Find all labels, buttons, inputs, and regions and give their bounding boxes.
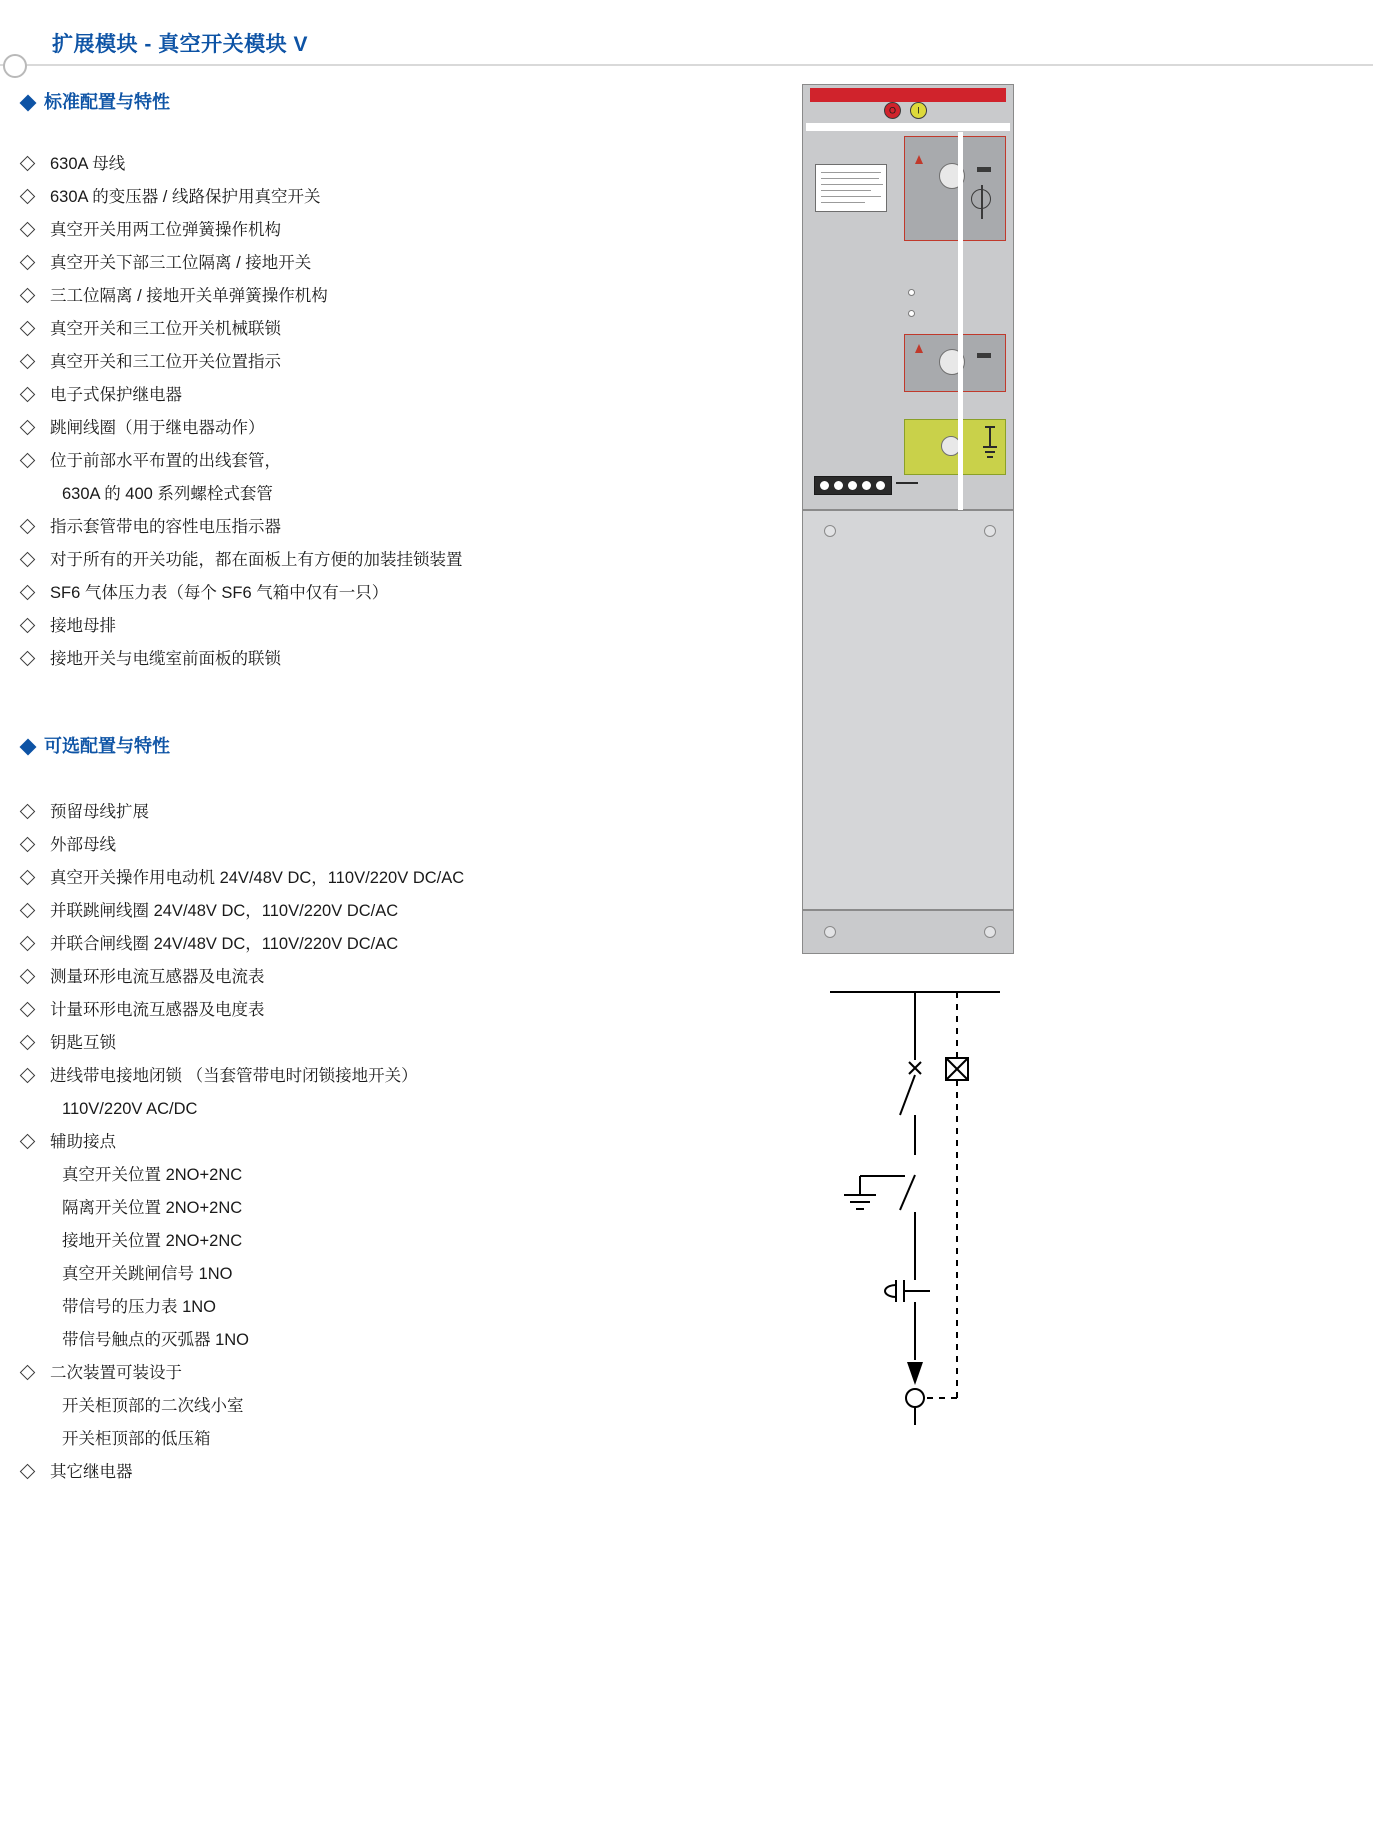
list-item — [22, 214, 722, 247]
list-item — [22, 796, 722, 829]
base-bolt-icon — [824, 926, 836, 938]
list-item-continuation — [22, 1423, 722, 1456]
panel-fastener-icon — [908, 310, 915, 317]
list-item-label: 计量环形电流互感器及电度表 — [50, 1001, 265, 1019]
list-item — [22, 1126, 722, 1159]
diamond-outline-icon — [20, 156, 36, 172]
diamond-outline-icon — [20, 189, 36, 205]
section-heading-standard-label: 标准配置与特性 — [44, 92, 170, 112]
diamond-outline-icon — [20, 222, 36, 238]
list-item-label: 630A 母线 — [50, 155, 126, 173]
list-item — [22, 862, 722, 895]
list-item — [22, 280, 722, 313]
diamond-outline-icon — [20, 870, 36, 886]
page-header — [0, 0, 1373, 68]
diamond-outline-icon — [20, 354, 36, 370]
indicator-lamp-red-icon — [884, 102, 901, 119]
list-item — [22, 928, 722, 961]
list-item — [22, 1357, 722, 1390]
diamond-outline-icon — [20, 936, 36, 952]
list-item-label: 110V/220V AC/DC — [62, 1100, 198, 1118]
list-item-label: 其它继电器 — [50, 1463, 133, 1481]
list-item — [22, 1060, 722, 1093]
three-position-switch-panel — [904, 334, 1006, 392]
single-line-diagram — [800, 980, 1060, 1440]
diamond-outline-icon — [20, 552, 36, 568]
list-item — [22, 445, 722, 478]
list-item — [22, 1027, 722, 1060]
list-item — [22, 181, 722, 214]
diamond-bullet-icon — [20, 739, 37, 756]
list-item — [22, 610, 722, 643]
optional-feature-list — [22, 796, 722, 1489]
diamond-outline-icon — [20, 837, 36, 853]
diamond-outline-icon — [20, 288, 36, 304]
list-item-continuation — [22, 1291, 722, 1324]
list-item — [22, 379, 722, 412]
vacuum-breaker-panel — [904, 136, 1006, 241]
list-item — [22, 412, 722, 445]
list-item — [22, 643, 722, 676]
diamond-outline-icon — [20, 618, 36, 634]
diamond-outline-icon — [20, 969, 36, 985]
single-line-diagram-svg — [800, 980, 1060, 1440]
cabinet-top-red-band — [810, 88, 1006, 102]
header-divider — [0, 64, 1373, 66]
list-item-label: 并联合闸线圈 24V/48V DC，110V/220V DC/AC — [50, 935, 399, 953]
list-item-label: 真空开关下部三工位隔离 / 接地开关 — [50, 254, 312, 272]
list-item-continuation — [22, 1225, 722, 1258]
list-item — [22, 544, 722, 577]
list-item-label: 隔离开关位置 2NO+2NC — [62, 1199, 243, 1217]
list-item — [22, 961, 722, 994]
list-item — [22, 577, 722, 610]
diamond-outline-icon — [20, 1365, 36, 1381]
diamond-outline-icon — [20, 519, 36, 535]
list-item-label: 真空开关操作用电动机 24V/48V DC，110V/220V DC/AC — [50, 869, 465, 887]
list-item-continuation — [22, 1390, 722, 1423]
list-item-label: 630A 的 400 系列螺栓式套管 — [62, 485, 273, 503]
list-item — [22, 346, 722, 379]
list-item-label: 真空开关用两工位弹簧操作机构 — [50, 221, 281, 239]
list-item-continuation — [22, 478, 722, 511]
diamond-outline-icon — [20, 321, 36, 337]
diamond-outline-icon — [20, 420, 36, 436]
list-item-label: 630A 的变压器 / 线路保护用真空开关 — [50, 188, 321, 206]
indicator-lamp-yellow-icon — [910, 102, 927, 119]
list-item-label: 真空开关跳闸信号 1NO — [62, 1265, 233, 1283]
list-item-label: 电子式保护继电器 — [50, 386, 182, 404]
list-item-label: SF6 气体压力表（每个 SF6 气箱中仅有一只） — [50, 584, 389, 602]
list-item — [22, 829, 722, 862]
breaker-arrow-icon — [915, 155, 923, 164]
panel-fastener-icon — [908, 289, 915, 296]
list-item — [22, 148, 722, 181]
diamond-outline-icon — [20, 453, 36, 469]
list-item — [22, 895, 722, 928]
list-item-label: 钥匙互锁 — [50, 1034, 116, 1052]
list-item-label: 真空开关位置 2NO+2NC — [62, 1166, 243, 1184]
list-item-label: 进线带电接地闭锁 （当套管带电时闭锁接地开关） — [50, 1067, 418, 1085]
list-item-label: 接地母排 — [50, 617, 116, 635]
list-item-label: 位于前部水平布置的出线套管， — [50, 452, 281, 470]
list-item-label: 接地开关与电缆室前面板的联锁 — [50, 650, 281, 668]
list-item-label: 辅助接点 — [50, 1133, 116, 1151]
list-item-label: 三工位隔离 / 接地开关单弹簧操作机构 — [50, 287, 328, 305]
diamond-outline-icon — [20, 1068, 36, 1084]
indicator-lamp-yellow-label: I — [917, 105, 920, 115]
list-item-continuation — [22, 1324, 722, 1357]
list-item-continuation — [22, 1192, 722, 1225]
diamond-outline-icon — [20, 387, 36, 403]
three-position-slot-icon — [977, 353, 991, 358]
list-item — [22, 247, 722, 280]
list-item-label: 带信号的压力表 1NO — [62, 1298, 217, 1316]
indicator-lamp-red-label: O — [888, 105, 897, 115]
list-item-label: 跳闸线圈（用于继电器动作） — [50, 419, 265, 437]
list-item-continuation — [22, 1258, 722, 1291]
diamond-outline-icon — [20, 903, 36, 919]
panel-bolt-icon — [984, 525, 996, 537]
cabinet-white-shaft — [958, 132, 963, 532]
list-item — [22, 511, 722, 544]
cable-link-line — [896, 482, 918, 484]
diamond-outline-icon — [20, 1134, 36, 1150]
section-heading-optional-label: 可选配置与特性 — [44, 736, 170, 756]
section-heading-optional — [22, 732, 170, 758]
diamond-outline-icon — [20, 1002, 36, 1018]
section-heading-standard — [22, 88, 170, 114]
cabinet-figure — [800, 84, 1016, 956]
diamond-outline-icon — [20, 255, 36, 271]
page-title: 扩展模块 - 真空开关模块 V — [52, 33, 309, 56]
list-item-label: 预留母线扩展 — [50, 803, 149, 821]
diamond-outline-icon — [20, 651, 36, 667]
list-item-label: 开关柜顶部的二次线小室 — [62, 1397, 244, 1415]
list-item — [22, 994, 722, 1027]
terminal-strip — [814, 476, 892, 495]
cable-compartment-panel — [802, 510, 1014, 910]
list-item — [22, 313, 722, 346]
list-item-continuation — [22, 1093, 722, 1126]
list-item-label: 测量环形电流互感器及电流表 — [50, 968, 265, 986]
diamond-bullet-icon — [20, 95, 37, 112]
nameplate-label — [815, 164, 887, 212]
list-item-continuation — [22, 1159, 722, 1192]
list-item-label: 开关柜顶部的低压箱 — [62, 1430, 211, 1448]
list-item-label: 对于所有的开关功能，都在面板上有方便的加装挂锁装置 — [50, 551, 463, 569]
decorative-ring-icon — [3, 54, 27, 78]
list-item-label: 并联跳闸线圈 24V/48V DC，110V/220V DC/AC — [50, 902, 399, 920]
list-item-label: 真空开关和三工位开关位置指示 — [50, 353, 281, 371]
list-item-label: 指示套管带电的容性电压指示器 — [50, 518, 281, 536]
standard-feature-list — [22, 148, 722, 676]
list-item-label: 带信号触点的灭弧器 1NO — [62, 1331, 250, 1349]
breaker-slot-icon — [977, 167, 991, 172]
base-bolt-icon — [984, 926, 996, 938]
list-item-label: 二次装置可装设于 — [50, 1364, 182, 1382]
list-item-label: 接地开关位置 2NO+2NC — [62, 1232, 243, 1250]
list-item-label: 外部母线 — [50, 836, 116, 854]
diamond-outline-icon — [20, 1035, 36, 1051]
three-position-arrow-icon — [915, 344, 923, 353]
list-item — [22, 1456, 722, 1489]
diamond-outline-icon — [20, 804, 36, 820]
list-item-label: 真空开关和三工位开关机械联锁 — [50, 320, 281, 338]
panel-bolt-icon — [824, 525, 836, 537]
cabinet-busbar-band — [806, 123, 1010, 131]
diamond-outline-icon — [20, 1464, 36, 1480]
diamond-outline-icon — [20, 585, 36, 601]
earthing-switch-panel — [904, 419, 1006, 475]
spring-charge-ring-icon — [971, 189, 991, 209]
